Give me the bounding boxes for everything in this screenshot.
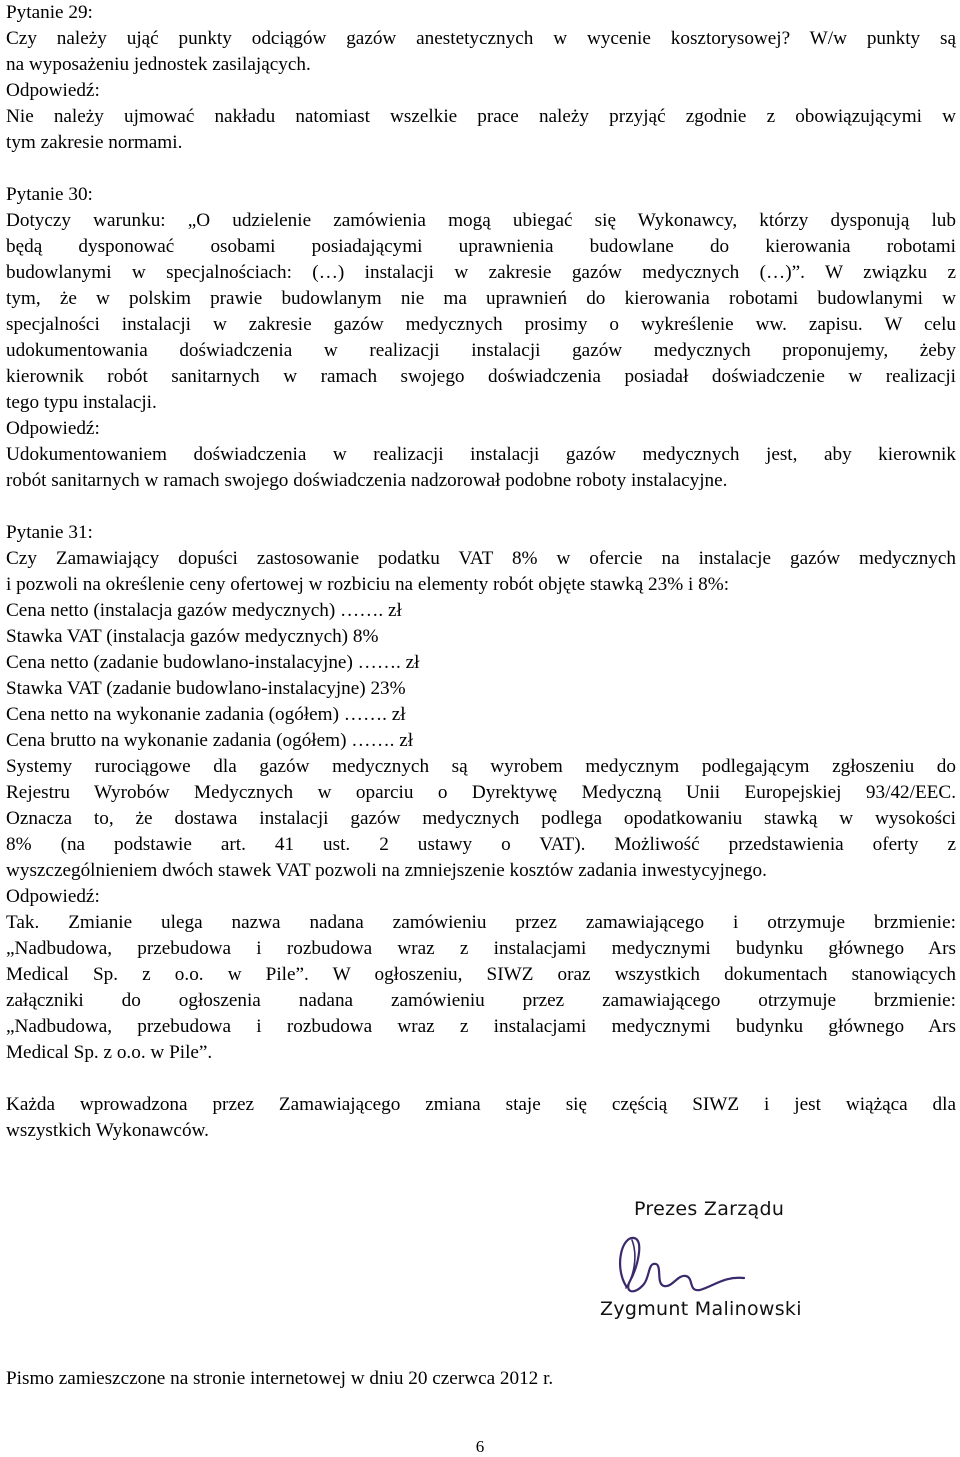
price-item-line: Stawka VAT (instalacja gazów medycznych) 8% [6,626,379,647]
question-line: i pozwoli na określenie ceny ofertowej w rozbiciu na elementy robót objęte stawką 23% i 8%: [6,574,730,595]
answer-line: robót sanitarnych w ramach swojego doświadczenia nadzorował podobne roboty instalacyjne. [6,470,728,491]
answer-line: Tak. Zmianie ulega nazwa nadana zamówieniu przez zamawiającego i otrzymuje brzmienie: [6,912,956,933]
answer-line: „Nadbudowa, przebudowa i rozbudowa wraz z instalacjami medycznymi budynku głównego Ars [6,1016,956,1037]
question-line: Oznacza to, że dostawa instalacji gazów medycznych podlega opodatkowaniu stawką w wysokości [6,808,956,829]
answer-line: Udokumentowaniem doświadczenia w realizacji instalacji gazów medycznych jest, aby kierownik [6,444,956,465]
question-line: budowlanymi w specjalnościach: (…) instalacji w zakresie gazów medycznych (…)”. W związku z [6,262,956,283]
question-line: wyszczególnieniem dwóch stawek VAT pozwoli na zmniejszenie kosztów zadania inwestycyjnego. [6,860,767,881]
signature-title: Prezes Zarządu [634,1198,785,1220]
question-line: specjalności instalacji w zakresie gazów medycznych prosimy o wykreślenie ww. zapisu. W celu [6,314,956,335]
publication-note: Pismo zamieszczone na stronie internetowej w dniu 20 czerwca 2012 r. [6,1368,554,1389]
price-item-line: Cena netto (instalacja gazów medycznych) ……. zł [6,600,402,621]
question-line: będą dysponować osobami posiadającymi uprawnienia budowlane do kierowania robotami [6,236,956,257]
answer-label: Odpowiedź: [6,418,100,439]
answer-line: „Nadbudowa, przebudowa i rozbudowa wraz z instalacjami medycznymi budynku głównego Ars [6,938,956,959]
question-line: Dotyczy warunku: „O udzielenie zamówienia mogą ubiegać się Wykonawcy, którzy dysponują lub [6,210,956,231]
answer-label: Odpowiedź: [6,886,100,907]
answer-line: tym zakresie normami. [6,132,183,153]
spacer [6,156,956,182]
price-item-line: Stawka VAT (zadanie budowlano-instalacyjne) 23% [6,678,406,699]
signature-name: Zygmunt Malinowski [600,1298,802,1320]
answer-line: Medical Sp. z o.o. w Pile”. [6,1042,213,1063]
answer-line: załączniki do ogłoszenia nadana zamówieniu przez zamawiającego otrzymuje brzmienie: [6,990,956,1011]
page-number: 6 [475,1437,485,1456]
spacer [6,1066,956,1092]
handwritten-signature-icon [604,1226,774,1306]
price-item-line: Cena netto na wykonanie zadania (ogółem) ……. zł [6,704,406,725]
question-line: tym, że w polskim prawie budowlanym nie ma uprawnień do kierowania robotami budowlanymi w [6,288,956,309]
question-line: Czy Zamawiający dopuści zastosowanie podatku VAT 8% w ofercie na instalacje gazów medycznych [6,548,956,569]
question-heading: Pytanie 29: [6,2,93,23]
document-page [6,0,956,1144]
question-29 [6,0,956,156]
question-line: udokumentowania doświadczenia w realizacji instalacji gazów medycznych proponujemy, żeby [6,340,956,361]
question-heading: Pytanie 30: [6,184,93,205]
question-line: na wyposażeniu jednostek zasilających. [6,54,311,75]
question-line: Rejestru Wyrobów Medycznych w oparciu o Dyrektywę Medyczną Unii Europejskiej 93/42/EEC. [6,782,956,803]
closing-line: wszystkich Wykonawców. [6,1120,209,1141]
price-item-line: Cena netto (zadanie budowlano-instalacyjne) ……. zł [6,652,420,673]
price-item-line: Cena brutto na wykonanie zadania (ogółem) ……. zł [6,730,414,751]
question-30 [6,182,956,494]
question-line: Systemy rurociągowe dla gazów medycznych są wyrobem medycznym podlegającym zgłoszeniu do [6,756,956,777]
question-31 [6,520,956,1066]
question-line: tego typu instalacji. [6,392,157,413]
answer-line: Medical Sp. z o.o. w Pile”. W ogłoszeniu, SIWZ oraz wszystkich dokumentach stanowiących [6,964,956,985]
answer-label: Odpowiedź: [6,80,100,101]
answer-line: Nie należy ujmować nakładu natomiast wszelkie prace należy przyjąć zgodnie z obowiązującymi w [6,106,956,127]
question-line: 8% (na podstawie art. 41 ust. 2 ustawy o VAT). Możliwość przedstawienia oferty z [6,834,956,855]
question-heading: Pytanie 31: [6,522,93,543]
spacer [6,494,956,520]
closing-line: Każda wprowadzona przez Zamawiającego zmiana staje się częścią SIWZ i jest wiążąca dla [6,1094,956,1115]
signature-stamp [590,1190,830,1340]
question-line: Czy należy ująć punkty odciągów gazów anestetycznych w wycenie kosztorysowej? W/w punkty są [6,28,956,49]
closing-statement [6,1092,956,1144]
question-line: kierownik robót sanitarnych w ramach swojego doświadczenia posiadał doświadczenie w realizacji [6,366,956,387]
